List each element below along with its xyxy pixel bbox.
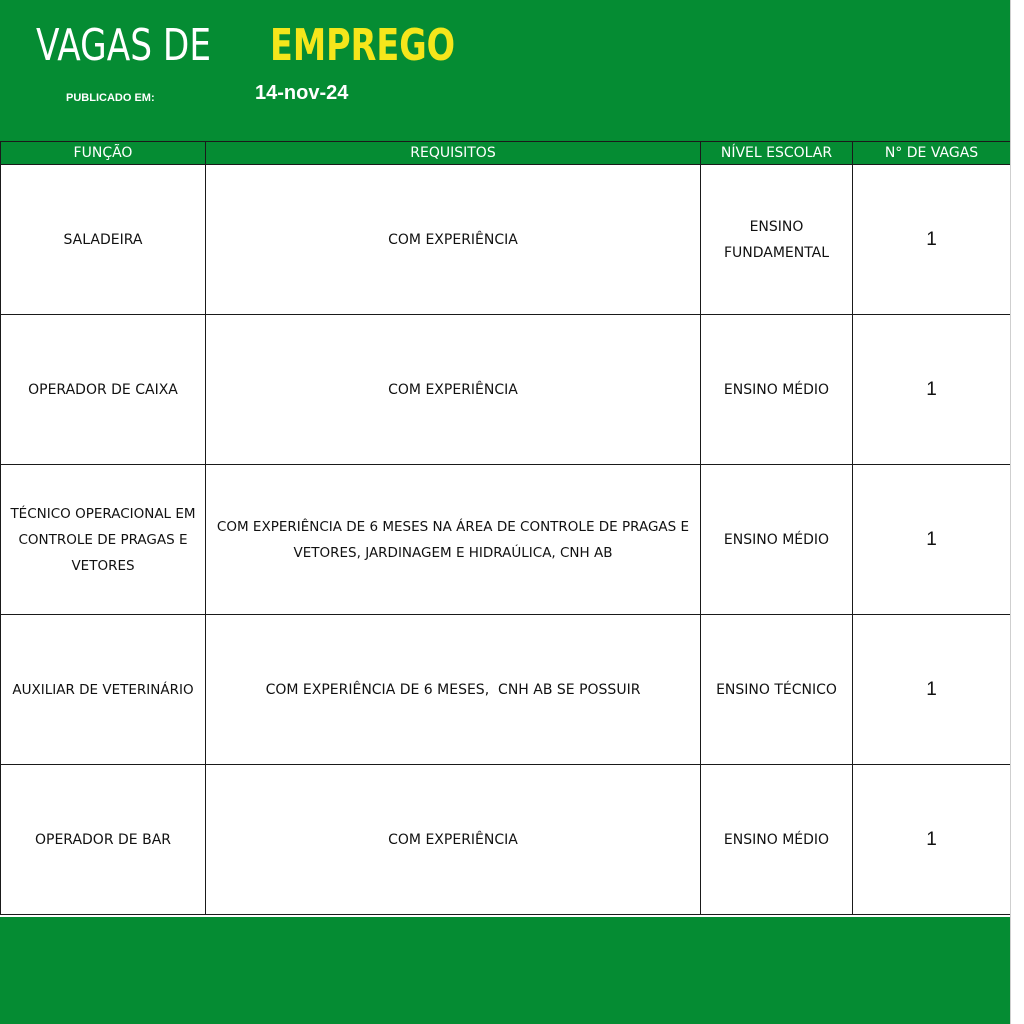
cell-funcao: OPERADOR DE BAR	[1, 765, 206, 915]
cell-nivel-escolar: ENSINO TÉCNICO	[701, 615, 853, 765]
cell-requisitos: COM EXPERIÊNCIA	[206, 165, 701, 315]
title-vagas-de: VAGAS DE	[36, 20, 212, 71]
cell-funcao: AUXILIAR DE VETERINÁRIO	[1, 615, 206, 765]
cell-vagas: 1	[853, 165, 1011, 315]
cell-nivel-escolar: ENSINO MÉDIO	[701, 465, 853, 615]
cell-requisitos: COM EXPERIÊNCIA	[206, 765, 701, 915]
cell-nivel-escolar: ENSINO MÉDIO	[701, 315, 853, 465]
cell-requisitos: COM EXPERIÊNCIA DE 6 MESES, CNH AB SE POSSUIR	[206, 615, 701, 765]
header-banner	[0, 0, 1010, 141]
cell-vagas: 1	[853, 465, 1011, 615]
footer-banner	[0, 917, 1010, 1024]
published-date: 14-nov-24	[255, 82, 349, 104]
cell-funcao: SALADEIRA	[1, 165, 206, 315]
page-edge	[1010, 0, 1024, 1024]
cell-nivel-escolar: ENSINO MÉDIO	[701, 765, 853, 915]
table-row	[1, 165, 1011, 315]
title-emprego: EMPREGO	[270, 20, 456, 71]
table-row	[1, 765, 1011, 915]
cell-funcao: TÉCNICO OPERACIONAL EM CONTROLE DE PRAGAS E VETORES	[1, 465, 206, 615]
table-row	[1, 465, 1011, 615]
column-header-nivel-escolar: NÍVEL ESCOLAR	[701, 142, 853, 165]
cell-requisitos: COM EXPERIÊNCIA DE 6 MESES NA ÁREA DE CONTROLE DE PRAGAS E VETORES, JARDINAGEM E HIDRAÚLICA, CNH AB	[206, 465, 701, 615]
column-header-funcao: FUNÇÃO	[1, 142, 206, 165]
column-header-requisitos: REQUISITOS	[206, 142, 701, 165]
published-label: PUBLICADO EM:	[66, 92, 155, 104]
cell-vagas: 1	[853, 315, 1011, 465]
column-header-vagas: N° DE VAGAS	[853, 142, 1011, 165]
cell-nivel-escolar: ENSINO FUNDAMENTAL	[701, 165, 853, 315]
cell-vagas: 1	[853, 765, 1011, 915]
jobs-table	[0, 141, 1011, 915]
cell-vagas: 1	[853, 615, 1011, 765]
cell-requisitos: COM EXPERIÊNCIA	[206, 315, 701, 465]
table-row	[1, 315, 1011, 465]
table-header-row	[1, 142, 1011, 165]
cell-funcao: OPERADOR DE CAIXA	[1, 315, 206, 465]
table-row	[1, 615, 1011, 765]
